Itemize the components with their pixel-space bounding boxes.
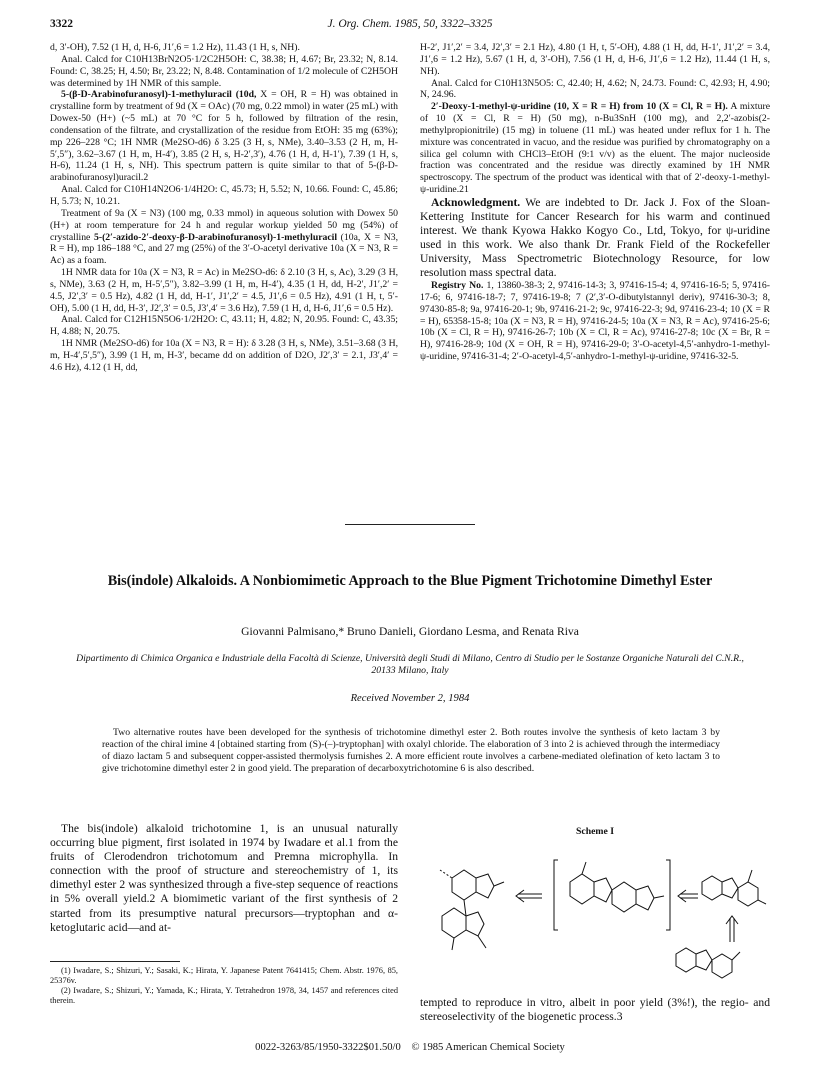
paragraph (50, 208, 398, 267)
scheme-title: Scheme I (576, 826, 614, 837)
footnote: (1) Iwadare, S.; Shizuri, Y.; Sasaki, K.; Hirata, Y. Japanese Patent 7641415; Chem. Abstr. 1976, 85, 25376v. (50, 966, 398, 986)
acknowledgment (420, 196, 770, 280)
structure-right (702, 870, 766, 906)
left-column-experimental (50, 42, 398, 492)
paragraph: Anal. Calcd for C10H14N2O6·1/4H2O: C, 45.73; H, 5.52; N, 10.66. Found: C, 45.86; H, 5.73; N, 10.21. (50, 184, 398, 207)
scheme-structures-figure (430, 838, 770, 980)
paragraph: 1H NMR (Me2SO-d6) for 10a (X = N3, R = H): δ 3.28 (3 H, s, NMe), 3.51–3.68 (3 H, m, H-4′,5′,5″), 3.99 (1 H, m, H-3′, became dd on addition of D2O, J2′,3′ = 2.1, J3′,4′ = 4.6 Hz), 4.12 (1 H, dd, (50, 338, 398, 373)
paragraph: 1H NMR data for 10a (X = N3, R = Ac) in Me2SO-d6: δ 2.10 (3 H, s, Ac), 3.29 (3 H, s, NMe), 3.63 (2 H, m, H-5′,5″), 3.82–3.99 (1 H, m, H-4′), 4.35 (1 H, dd, H-2′, J1′,2′ = 4.5, J2′,3′ = 0.5 Hz), 4.82 (1 H, dd, H-1′, J1′,2′ = 4.5, J1′,6 = 0.5 Hz), 4.91 (1 H, t, 5′-OH), 5.00 (1 H, dd, H-3′, J2′,3′ = 0.5, J3′,4′ = 3.6 Hz), 7.59 (1 H, d, H-6, J1′,6 = 0.5 Hz). (50, 267, 398, 314)
abstract (102, 727, 720, 775)
structure-intermediate (554, 860, 670, 930)
copyright: © 1985 American Chemical Society (411, 1042, 565, 1053)
abstract-text: Two alternative routes have been developed for the synthesis of trichotomine dimethyl ester 2. Both routes involve the synthesis of keto lactam 3 by reaction of the chiral imine 4 [obtained starting from (S)-(–)-tryptophan] with oxalyl chloride. The elaboration of 3 into 2 is achieved through the intermediacy of diazo lactam 5 and subsequent copper-assisted thermolysis furnishes 2. A more efficient route involves a carbene-mediated olefination of keto lactam 3 to give trichotomine dimethyl ester 2 in good yield. The preparation of decarboxytrichotomine 6 is also described. (102, 727, 720, 774)
paragraph-text: A mixture of 10 (X = Cl, R = H) (50 mg), n-Bu3SnH (100 mg), and 2,2′-azobis(2-methylpropionitrile) (15 mg) in toluene (11 mL) was heated under reflux for 1 h. The mixture was concentrated in vacuo, and the residue was purified by chromatography on a silica gel column with CHCl3–EtOH (9:1 v/v) as the eluent. The major nucleoside fraction was concentrated and the residue was directly examined by 1H NMR spectroscopy. The spectrum of the product was identical with that of 2′-deoxy-1-methyl-ψ-uridine.21 (420, 101, 770, 196)
page-number: 3322 (50, 18, 73, 30)
right-column-experimental (420, 42, 770, 492)
footnotes (50, 966, 398, 1006)
compound-heading: 5-(β-D-Arabinofuranosyl)-1-methyluracil (10d, (61, 89, 257, 101)
paragraph-text: X = OH, R = H) was obtained in crystalline form by treatment of 9d (X = OAc) (70 mg, 0.22 mmol) in water (25 mL) with Dowex-50 (H+) (~5 mL) at 70 °C for 5 h, followed by filtration of the resin, condensation of the filtrate, and crystallization of the residue from EtOH: 35 mg (63%); mp 226–228 °C; 1H NMR (Me2SO-d6) δ 3.25 (3 H, s, NMe), 3.40–3.53 (2 H, m, H-5′,5″), 3.62–3.67 (1 H, m, H-4′), 3.85 (2 H, s, H-2′,3′), 4.76 (1 H, d, H-1′), 7.39 (1 H, s, H-6), 11.24 (1 H, s, NH). This spectrum pattern is quite similar to that of 5-(β-D-arabinofuranosyl)uracil.2 (50, 89, 398, 184)
section-divider (345, 524, 475, 525)
intro-paragraph-cont: tempted to reproduce in vitro, albeit in poor yield (3%!), the regio- and stereoselectivity of the biogenetic process.3 (420, 996, 770, 1023)
running-header (50, 18, 770, 34)
introduction-left (50, 822, 398, 935)
journal-citation: J. Org. Chem. 1985, 50, 3322–3325 (327, 18, 493, 30)
structure-bottom (676, 948, 740, 978)
page-footer (50, 1042, 770, 1053)
paragraph: d, 3′-OH), 7.52 (1 H, d, H-6, J1′,6 = 1.2 Hz), 11.43 (1 H, s, NH). (50, 42, 300, 53)
paragraph (50, 89, 398, 184)
compound-heading: 5-(2′-azido-2′-deoxy-β-D-arabinofuranosyl)-1-methyluracil (90, 231, 338, 243)
registry-heading: Registry No. (431, 279, 484, 291)
compound-heading: 2′-Deoxy-1-methyl-ψ-uridine (10, X = R = H) from 10 (X = Cl, R = H). (431, 101, 728, 113)
article-title: Bis(indole) Alkaloids. A Nonbiomimetic Approach to the Blue Pigment Trichotomine Dimethyl Ester (107, 573, 713, 589)
footnote: (2) Iwadare, S.; Shizuri, Y.; Yamada, K.; Hirata, Y. Tetrahedron 1978, 34, 1457 and references cited therein. (50, 986, 398, 1006)
paragraph (420, 101, 770, 196)
article-code: 0022-3263/85/1950-3322$01.50/0 (255, 1042, 401, 1053)
registry-text: 1, 13860-38-3; 2, 97416-14-3; 3, 97416-15-4; 4, 97416-16-5; 5, 97416-17-6; 6, 97416-18-7; 7, 97416-19-8; 7 (2′,3′-O-dibutylstannyl deriv), 97416-30-3; 8, 97430-85-8; 9a, 97416-20-1; 9b, 97416-21-2; 9c, 97416-22-3; 9d, 97416-23-4; 10 (X = R = H), 65358-15-8; 10a (X = N3, R = H), 97416-24-5; 10a (X = N3, R = Ac), 97416-25-6; 10b (X = Cl, R = H), 97416-26-7; 10b (X = Cl, R = Ac), 97416-27-8; 10c (X = Br, R = H), 97416-28-9; 10d (X = OH, R = H), 97416-29-0; 3′-O-acetyl-4,5′-anhydro-1-methyl-ψ-uridine, 97416-31-4; 2′-O-acetyl-4,5′-anhydro-1-methyl-ψ-uridine, 97416-32-5. (420, 279, 770, 363)
paragraph: H-2′, J1′,2′ = 3.4, J2′,3′ = 2.1 Hz), 4.80 (1 H, t, 5′-OH), 4.88 (1 H, dd, H-1′, J1′,2′ = 3.4, J1′,6 = 1.2 Hz), 5.67 (1 H, d, 3′-OH), 7.56 (1 H, d, H-6, J1′,6 = 1.2 Hz), 11.44 (1 H, s, NH). (420, 42, 770, 77)
received-date: Received November 2, 1984 (350, 693, 470, 704)
arrow-left-2 (678, 890, 698, 902)
structure-left (440, 870, 504, 950)
paragraph: Anal. Calcd for C10H13BrN2O5·1/2C2H5OH: C, 38.38; H, 4.67; Br, 23.32; N, 8.14. Found: C, 38.25; H, 4.50; Br, 23.22; N, 8.48. Contamination of 1/2 molecule of C2H5OH was determined by 1H NMR of this sample. (50, 53, 398, 89)
paragraph-text: (10a, X = N3, R = H), mp 186–188 °C, and 27 mg (25%) of the 3′-O-acetyl derivative 10a (X = N3, R = Ac) as a foam. (50, 231, 398, 267)
acknowledgment-text: We are indebted to Dr. Jack J. Fox of the Sloan-Kettering Institute for Cancer Research for his warm and continued interest. We thank Kyowa Hakko Kogyo Co., Ltd, Tokyo, for ψ-uridine used in this work. We also thank Dr. Frank Field of the Rockefeller University, Mass Spectrometric Biotechnology Resource, for low resolution mass spectral data. (420, 195, 770, 279)
intro-paragraph: The bis(indole) alkaloid trichotomine 1, is an unusual naturally occurring blue pigment, first isolated in 1974 by Iwadare et al.1 from the fruits of Clerodendron trichotomum and Premna microphylla. In connection with the proof of structure and stereochemistry of 1, its dimethyl ester 2 was synthesized through a five-step sequence of reactions in 5% overall yield.2 A biomimetic variant of the first synthesis of 2 started from its presumptive natural precursors—tryptophan and α-ketoglutaric acid—and at- (50, 822, 398, 934)
arrow-up (726, 916, 738, 942)
introduction-right (420, 996, 770, 1024)
arrow-left (516, 890, 542, 902)
paragraph: Anal. Calcd for C12H15N5O6·1/2H2O: C, 43.11; H, 4.82; N, 20.95. Found: C, 43.35; H, 4.88; N, 20.75. (50, 314, 398, 338)
article-affiliation: Dipartimento di Chimica Organica e Industriale della Facoltà di Scienze, Università degli Studi di Milano, Centro di Studio per le Sostanze Organiche Naturali del C.N.R., 20133 Milano, Italy (76, 653, 744, 676)
registry-numbers (420, 280, 770, 363)
paragraph: Anal. Calcd for C10H13N5O5: C, 42.40; H, 4.62; N, 24.73. Found: C, 42.93; H, 4.90; N, 24.96. (420, 77, 770, 101)
acknowledgment-heading: Acknowledgment. (431, 195, 521, 209)
footnote-divider (50, 961, 180, 962)
paragraph-text: Treatment of 9a (X = N3) (100 mg, 0.33 mmol) in aqueous solution with Dowex 50 (H+) at room temperature for 24 h and regular workup yielded 50 mg (54%) of crystalline (50, 207, 398, 243)
article-authors: Giovanni Palmisano,* Bruno Danieli, Giordano Lesma, and Renata Riva (241, 625, 579, 638)
